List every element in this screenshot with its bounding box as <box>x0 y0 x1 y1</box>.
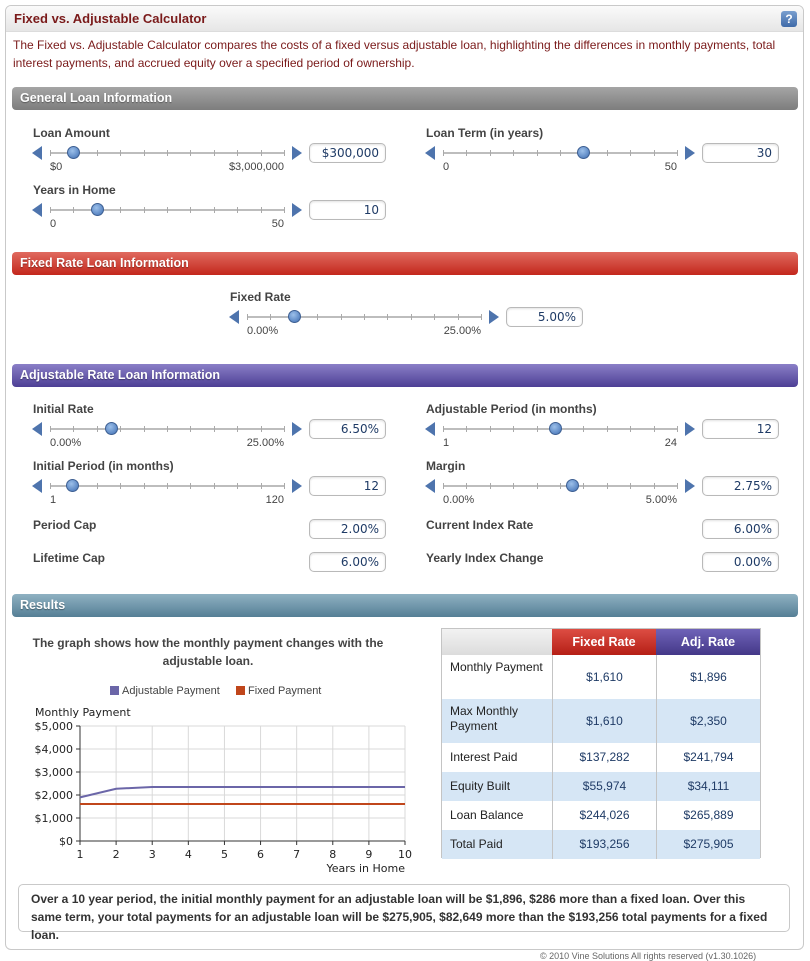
slider-tick <box>677 483 678 489</box>
row-label: Max Monthly Payment <box>450 704 519 733</box>
loan-amount-label: Loan Amount <box>33 126 110 140</box>
slider-knob[interactable] <box>66 479 79 492</box>
x-tick-label: 8 <box>329 848 337 861</box>
slider-tick <box>677 426 678 432</box>
slider-decrease-arrow[interactable] <box>425 479 435 493</box>
initial-rate-label: Initial Rate <box>33 402 94 416</box>
slider-tick <box>481 314 482 320</box>
slider-tick <box>630 483 631 489</box>
adjustable-payment-line <box>80 787 405 797</box>
payment-chart <box>30 704 430 884</box>
row-label: Total Paid <box>450 837 503 851</box>
slider-tick <box>261 150 262 156</box>
slider-min-label: 1 <box>50 494 57 506</box>
slider-tick <box>317 314 318 320</box>
slider-tick <box>190 426 191 432</box>
legend-fixed-label: Fixed Payment <box>248 685 322 697</box>
footer-copyright: © 2010 Vine Solutions All rights reserved (v1.30.1026) <box>540 951 757 961</box>
slider-tick <box>50 207 51 213</box>
slider-tick <box>237 150 238 156</box>
slider-tick <box>284 483 285 489</box>
help-icon[interactable]: ? <box>781 11 797 27</box>
x-tick-label: 5 <box>220 848 228 861</box>
slider-tick <box>537 483 538 489</box>
results-section-header: Results <box>12 594 798 617</box>
slider-tick <box>677 150 678 156</box>
x-tick-label: 3 <box>148 848 156 861</box>
adj-rate-column-header: Adj. Rate <box>656 629 760 655</box>
row-adj-value: $265,889 <box>656 801 760 830</box>
slider-tick <box>630 426 631 432</box>
slider-tick <box>537 150 538 156</box>
slider-tick <box>560 150 561 156</box>
slider-tick <box>513 426 514 432</box>
yearly-index-label: Yearly Index Change <box>426 551 544 565</box>
row-adj-value: $241,794 <box>656 743 760 772</box>
slider-tick <box>443 150 444 156</box>
adjustable-period-label: Adjustable Period (in months) <box>426 402 597 416</box>
slider-tick <box>214 483 215 489</box>
table-row <box>442 655 760 699</box>
slider-tick <box>237 426 238 432</box>
slider-tick <box>513 483 514 489</box>
slider-decrease-arrow[interactable] <box>229 310 239 324</box>
slider-tick <box>537 426 538 432</box>
margin-slider[interactable] <box>425 478 695 514</box>
slider-knob[interactable] <box>577 146 590 159</box>
slider-tick <box>654 483 655 489</box>
slider-tick <box>50 483 51 489</box>
slider-decrease-arrow[interactable] <box>32 422 42 436</box>
slider-increase-arrow[interactable] <box>685 479 695 493</box>
slider-tick <box>630 150 631 156</box>
slider-decrease-arrow[interactable] <box>32 479 42 493</box>
legend-adjustable-label: Adjustable Payment <box>122 685 220 697</box>
title-bar <box>6 6 803 32</box>
y-tick-label: $5,000 <box>34 720 73 733</box>
fixed-section-header: Fixed Rate Loan Information <box>12 252 798 275</box>
table-row <box>442 801 760 830</box>
fixed-rate-input[interactable]: 5.00% <box>506 307 583 327</box>
slider-max-label: $3,000,000 <box>228 161 284 173</box>
slider-knob[interactable] <box>91 203 104 216</box>
slider-tick <box>490 150 491 156</box>
graph-description: The graph shows how the monthly payment changes with the adjustable loan. <box>32 636 384 668</box>
fixed-rate-column-header: Fixed Rate <box>552 629 656 655</box>
slider-max-label: 24 <box>664 437 677 449</box>
slider-tick <box>144 207 145 213</box>
slider-increase-arrow[interactable] <box>292 422 302 436</box>
y-tick-label: $0 <box>59 835 73 848</box>
slider-min-label: 1 <box>443 437 450 449</box>
current-index-label: Current Index Rate <box>426 518 534 532</box>
slider-max-label: 25.00% <box>443 325 481 337</box>
loan-term-slider[interactable] <box>425 145 695 181</box>
slider-tick <box>144 426 145 432</box>
slider-max-label: 50 <box>271 218 284 230</box>
slider-knob[interactable] <box>67 146 80 159</box>
slider-tick <box>261 207 262 213</box>
loan-term-input[interactable]: 30 <box>702 143 779 163</box>
general-section-header: General Loan Information <box>12 87 798 110</box>
slider-tick <box>443 483 444 489</box>
slider-max-label: 25.00% <box>246 437 284 449</box>
y-tick-label: $3,000 <box>34 766 73 779</box>
slider-tick <box>237 483 238 489</box>
yearly-index-input[interactable]: 0.00% <box>702 552 779 572</box>
initial-period-input[interactable]: 12 <box>309 476 386 496</box>
slider-tick <box>167 483 168 489</box>
initial-period-label: Initial Period (in months) <box>33 459 174 473</box>
table-row <box>442 772 760 801</box>
row-adj-value: $1,896 <box>656 655 760 699</box>
row-label: Interest Paid <box>450 750 518 764</box>
slider-tick <box>607 150 608 156</box>
adjustable-section-header: Adjustable Rate Loan Information <box>12 364 798 387</box>
row-fixed-value: $1,610 <box>552 699 656 743</box>
row-fixed-value: $1,610 <box>552 655 656 699</box>
table-row <box>442 699 760 743</box>
legend-adjustable-swatch <box>110 686 119 695</box>
row-adj-value: $275,905 <box>656 830 760 859</box>
loan-amount-slider[interactable] <box>32 145 302 181</box>
slider-tick <box>261 483 262 489</box>
results-table <box>441 628 761 858</box>
slider-max-label: 50 <box>664 161 677 173</box>
row-fixed-value: $55,974 <box>552 772 656 801</box>
slider-tick <box>490 483 491 489</box>
slider-tick <box>513 150 514 156</box>
slider-min-label: 0.00% <box>50 437 82 449</box>
slider-tick <box>341 314 342 320</box>
slider-tick <box>97 426 98 432</box>
slider-increase-arrow[interactable] <box>292 479 302 493</box>
legend-fixed-swatch <box>236 686 245 695</box>
y-axis-label: Monthly Payment <box>35 706 131 719</box>
slider-tick <box>387 314 388 320</box>
row-fixed-value: $137,282 <box>552 743 656 772</box>
slider-tick <box>167 207 168 213</box>
slider-decrease-arrow[interactable] <box>425 146 435 160</box>
y-tick-label: $2,000 <box>34 789 73 802</box>
loan-amount-input[interactable]: $300,000 <box>309 143 386 163</box>
slider-tick <box>190 150 191 156</box>
slider-increase-arrow[interactable] <box>292 203 302 217</box>
slider-tick <box>261 426 262 432</box>
slider-tick <box>466 426 467 432</box>
slider-tick <box>607 483 608 489</box>
slider-min-label: 0 <box>443 161 450 173</box>
slider-min-label: 0.00% <box>247 325 279 337</box>
adjustable-period-slider[interactable] <box>425 421 695 457</box>
x-tick-label: 6 <box>257 848 265 861</box>
slider-tick <box>654 150 655 156</box>
x-tick-label: 4 <box>184 848 192 861</box>
slider-max-label: 120 <box>265 494 284 506</box>
slider-knob[interactable] <box>288 310 301 323</box>
slider-tick <box>364 314 365 320</box>
slider-increase-arrow[interactable] <box>685 146 695 160</box>
fixed-rate-slider[interactable] <box>229 309 499 345</box>
slider-tick <box>583 426 584 432</box>
slider-tick <box>458 314 459 320</box>
page-title: Fixed vs. Adjustable Calculator <box>14 11 207 26</box>
slider-tick <box>73 207 74 213</box>
slider-tick <box>411 314 412 320</box>
summary-text: Over a 10 year period, the initial monthly payment for an adjustable loan will be $1,896, $286 more than a fixed loan. Over this same term, your total payments for an adjustable loan will be $275,905, $82,649 more than the $193,256 total payments for a fixed loan. <box>18 884 790 932</box>
slider-increase-arrow[interactable] <box>685 422 695 436</box>
slider-tick <box>97 483 98 489</box>
slider-tick <box>73 426 74 432</box>
slider-tick <box>214 426 215 432</box>
slider-min-label: $0 <box>50 161 63 173</box>
slider-increase-arrow[interactable] <box>292 146 302 160</box>
table-row <box>442 743 760 772</box>
slider-tick <box>237 207 238 213</box>
initial-rate-input[interactable]: 6.50% <box>309 419 386 439</box>
x-tick-label: 7 <box>293 848 301 861</box>
table-corner <box>442 629 552 655</box>
slider-tick <box>247 314 248 320</box>
x-axis-label: Years in Home <box>326 862 405 875</box>
table-row <box>442 830 760 859</box>
current-index-input[interactable]: 6.00% <box>702 519 779 539</box>
slider-tick <box>270 314 271 320</box>
fixed-rate-label: Fixed Rate <box>230 290 291 304</box>
slider-tick <box>190 483 191 489</box>
slider-tick <box>560 483 561 489</box>
slider-knob[interactable] <box>105 422 118 435</box>
margin-input[interactable]: 2.75% <box>702 476 779 496</box>
intro-text: The Fixed vs. Adjustable Calculator compares the costs of a fixed versus adjustable loan, highlighting the differences in monthly payments, total interest payments, and accrued equity over a specified period of ownership. <box>13 38 776 70</box>
slider-tick <box>490 426 491 432</box>
slider-knob[interactable] <box>549 422 562 435</box>
x-tick-label: 9 <box>365 848 373 861</box>
slider-tick <box>120 207 121 213</box>
slider-tick <box>654 426 655 432</box>
slider-tick <box>284 207 285 213</box>
y-tick-label: $1,000 <box>34 812 73 825</box>
margin-label: Margin <box>426 459 466 473</box>
lifetime-cap-input[interactable]: 6.00% <box>309 552 386 572</box>
slider-tick <box>167 150 168 156</box>
slider-tick <box>190 207 191 213</box>
slider-decrease-arrow[interactable] <box>32 203 42 217</box>
initial-rate-slider[interactable] <box>32 421 302 457</box>
slider-tick <box>167 426 168 432</box>
slider-tick <box>120 150 121 156</box>
years-home-input[interactable]: 10 <box>309 200 386 220</box>
lifetime-cap-label: Lifetime Cap <box>33 551 106 565</box>
x-tick-label: 10 <box>398 848 412 861</box>
slider-tick <box>214 150 215 156</box>
slider-increase-arrow[interactable] <box>489 310 499 324</box>
slider-tick <box>144 483 145 489</box>
slider-tick <box>120 483 121 489</box>
x-tick-label: 2 <box>112 848 120 861</box>
slider-tick <box>443 426 444 432</box>
adjustable-period-input[interactable]: 12 <box>702 419 779 439</box>
slider-tick <box>284 426 285 432</box>
slider-tick <box>97 150 98 156</box>
slider-tick <box>466 150 467 156</box>
row-fixed-value: $244,026 <box>552 801 656 830</box>
row-fixed-value: $193,256 <box>552 830 656 859</box>
legend-adjustable <box>110 685 220 697</box>
legend-fixed <box>236 685 321 697</box>
row-label: Monthly Payment <box>450 660 543 674</box>
slider-min-label: 0 <box>50 218 57 230</box>
slider-tick <box>144 150 145 156</box>
slider-tick <box>50 150 51 156</box>
slider-tick <box>214 207 215 213</box>
period-cap-input[interactable]: 2.00% <box>309 519 386 539</box>
years-home-label: Years in Home <box>33 183 116 197</box>
slider-tick <box>607 426 608 432</box>
slider-tick <box>583 483 584 489</box>
row-adj-value: $2,350 <box>656 699 760 743</box>
loan-term-label: Loan Term (in years) <box>426 126 544 140</box>
period-cap-label: Period Cap <box>33 518 97 532</box>
slider-tick <box>434 314 435 320</box>
slider-knob[interactable] <box>566 479 579 492</box>
row-adj-value: $34,111 <box>656 772 760 801</box>
row-label: Loan Balance <box>450 808 524 822</box>
slider-decrease-arrow[interactable] <box>32 146 42 160</box>
slider-tick <box>284 150 285 156</box>
slider-tick <box>120 426 121 432</box>
x-tick-label: 1 <box>76 848 84 861</box>
y-tick-label: $4,000 <box>34 743 73 756</box>
initial-period-slider[interactable] <box>32 478 302 514</box>
slider-tick <box>50 426 51 432</box>
slider-min-label: 0.00% <box>443 494 475 506</box>
slider-decrease-arrow[interactable] <box>425 422 435 436</box>
slider-tick <box>466 483 467 489</box>
row-label: Equity Built <box>450 779 511 793</box>
years-home-slider[interactable] <box>32 202 302 238</box>
slider-max-label: 5.00% <box>645 494 677 506</box>
